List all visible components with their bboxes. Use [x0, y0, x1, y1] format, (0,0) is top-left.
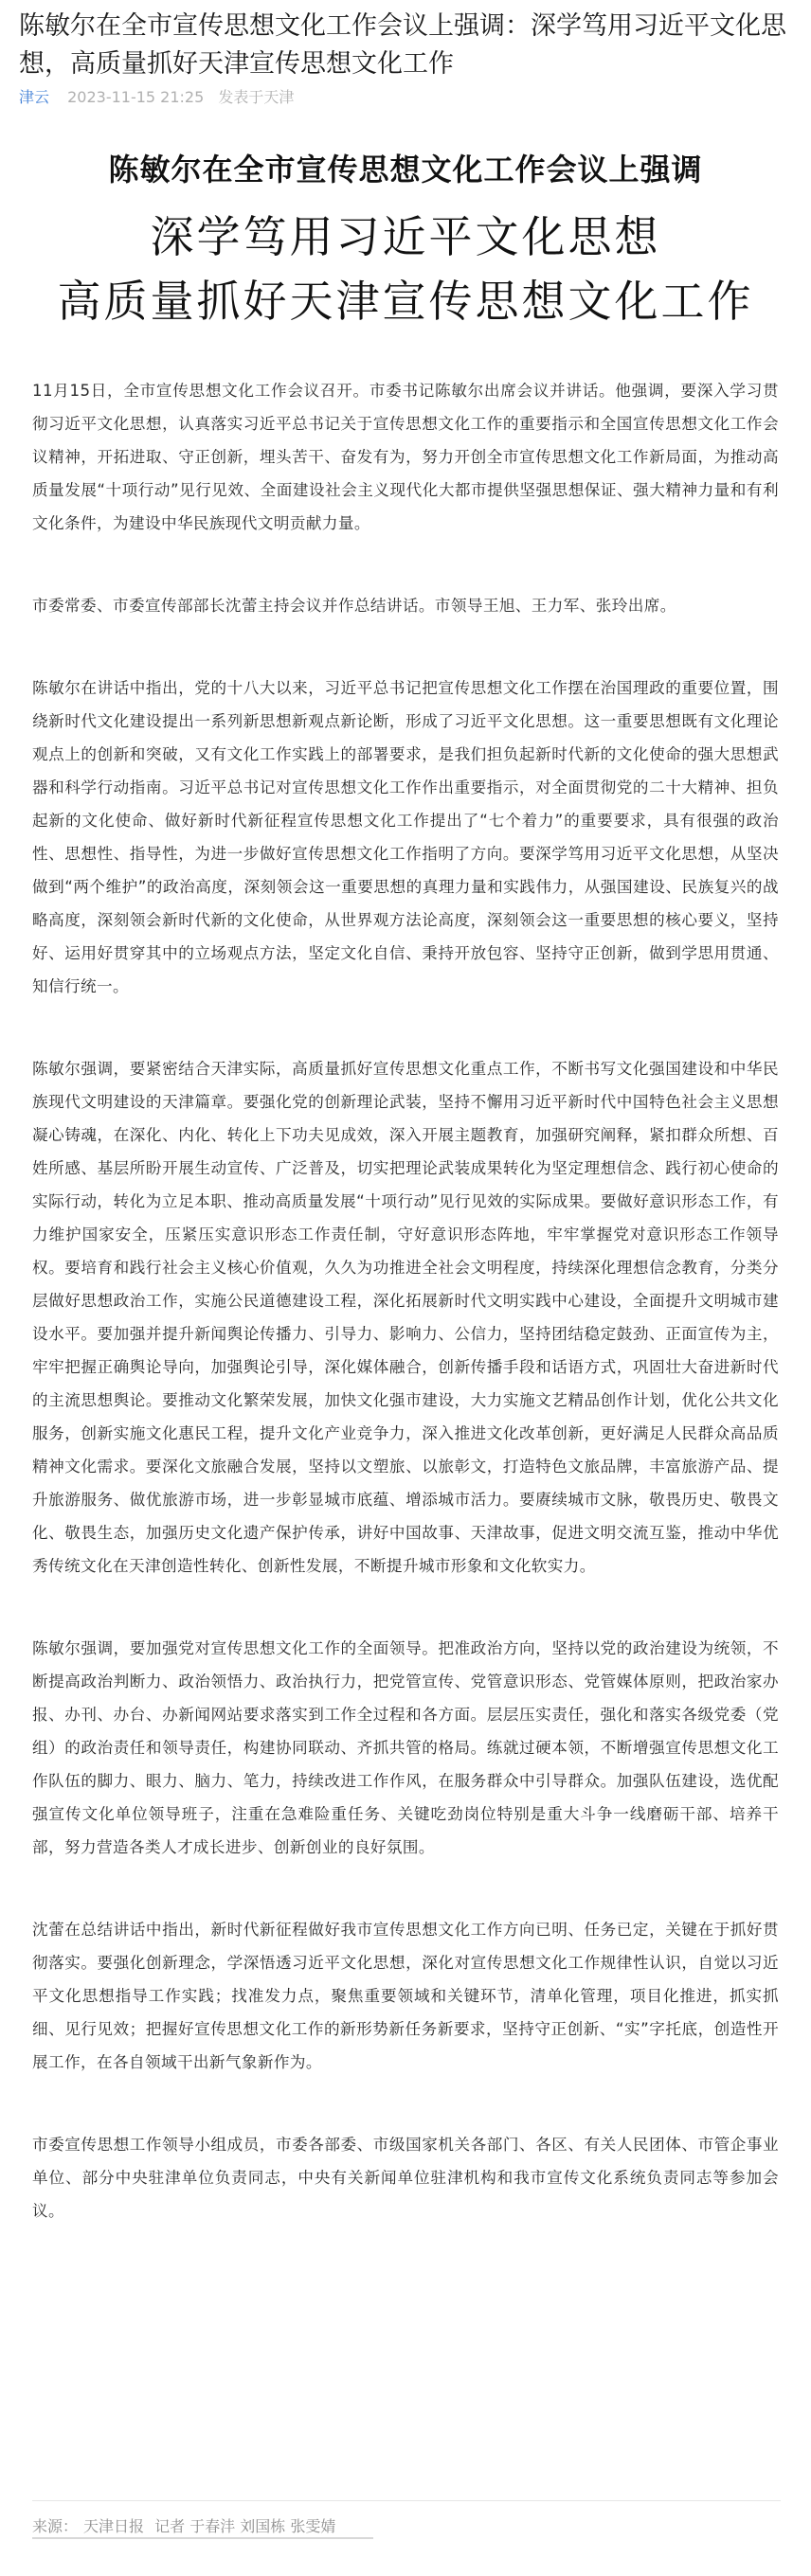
publish-time: 2023-11-15 21:25 — [67, 88, 205, 106]
paragraph: 沈蕾在总结讲话中指出，新时代新征程做好我市宣传思想文化工作方向已明、任务已定，关键在于抓好贯彻落实。要强化创新理念，学深悟透习近平文化思想，深化对宣传思想文化工作规律性认识，自觉以习近平文化思想指导工作实践；找准发力点，聚焦重要领域和关键环节，清单化管理，项目化推进，抓实抓细、见行见效；把握好宣传思想文化工作的新形势新任务新要求，坚持守正创新、“实”字托底，创造性开展工作，在各自领域干出新气象新作为。 — [32, 1921, 779, 2071]
paragraph: 陈敏尔强调，要紧密结合天津实际，高质量抓好宣传思想文化重点工作，不断书写文化强国建设和中华民族现代文明建设的天津篇章。要强化党的创新理论武装，坚持不懈用习近平新时代中国特色社会主义思想凝心铸魂，在深化、内化、转化上下功夫见成效，深入开展主题教育，加强研究阐释，紧扣群众所想、百姓所感、基层所盼开展生动宣传、广泛普及，切实把理论武装成果转化为坚定理想信念、践行初心使命的实际行动，转化为立足本职、推动高质量发展“十项行动”见行见效的实际成果。要做好意识形态工作，有力维护国家安全，压紧压实意识形态工作责任制，守好意识形态阵地，牢牢掌握党对意识形态工作领导权。要培育和践行社会主义核心价值观，久久为功推进全社会文明程度，持续深化理想信念教育，分类分层做好思想政治工作，实施公民道德建设工程，深化拓展新时代文明实践中心建设，全面提升文明城市建设水平。要加强并提升新闻舆论传播力、引导力、影响力、公信力，坚持团结稳定鼓劲、正面宣传为主，牢牢把握正确舆论导向，加强舆论引导，深化媒体融合，创新传播手段和话语方式，巩固壮大奋进新时代的主流思想舆论。要推动文化繁荣发展，加快文化强市建设，大力实施文艺精品创作计划，优化公共文化服务，创新实施文化惠民工程，提升文化产业竞争力，深入推进文化改革创新，更好满足人民群众高品质精神文化需求。要深化文旅融合发展，坚持以文塑旅、以旅彰文，打造特色文旅品牌，丰富旅游产品、提升旅游服务、做优旅游市场，进一步彰显城市底蕴、增添城市活力。要赓续城市文脉，敬畏历史、敬畏文化、敬畏生态，加强历史文化遗产保护传承，讲好中国故事、天津故事，促进文明交流互鉴，推动中华优秀传统文化在天津创造性转化、创新性发展，不断提升城市形象和文化软实力。 — [32, 1060, 779, 1575]
title-banner — [0, 142, 811, 331]
paragraph: 陈敏尔强调，要加强党对宣传思想文化工作的全面领导。把准政治方向，坚持以党的政治建设为统领，不断提高政治判断力、政治领悟力、政治执行力，把党管宣传、党管意识形态、党管媒体原则，把政治家办报、办刊、办台、办新闻网站要求落实到工作全过程和各方面。层层压实责任，强化和落实各级党委（党组）的政治责任和领导责任，构建协同联动、齐抓共管的格局。练就过硬本领，不断增强宣传思想文化工作队伍的脚力、眼力、脑力、笔力，持续改进工作作风，在服务群众中引导群众。加强队伍建设，选优配强宣传文化单位领导班子，注重在急难险重任务、关键吃劲岗位特别是重大斗争一线磨砺干部、培养干部，努力营造各类人才成长进步、创新创业的良好氛围。 — [32, 1639, 779, 1856]
article-body — [32, 374, 779, 2277]
article-footer — [32, 2514, 341, 2536]
publish-location: 发表于天津 — [218, 88, 295, 106]
paragraph: 市委常委、市委宣传部部长沈蕾主持会议并作总结讲话。市领导王旭、王力军、张玲出席。 — [32, 597, 676, 615]
article-headline: 陈敏尔在全市宣传思想文化工作会议上强调：深学笃用习近平文化思想，高质量抓好天津宣传思想文化工作 — [19, 11, 786, 79]
paragraph: 陈敏尔在讲话中指出，党的十八大以来，习近平总书记把宣传思想文化工作摆在治国理政的重要位置，围绕新时代文化建设提出一系列新思想新观点新论断，形成了习近平文化思想。这一重要思想既有文化理论观点上的创新和突破，又有文化工作实践上的部署要求，是我们担负起新时代新的文化使命的强大思想武器和科学行动指南。习近平总书记对宣传思想文化工作作出重要指示，对全面贯彻党的二十大精神、担负起新的文化使命、做好新时代新征程宣传思想文化工作提出了“七个着力”的重要要求，具有很强的政治性、思想性、指导性，为进一步做好宣传思想文化工作指明了方向。要深学笃用习近平文化思想，从坚决做到“两个维护”的政治高度，深刻领会这一重要思想的真理力量和实践伟力，从强国建设、民族复兴的战略高度，深刻领会新时代新的文化使命，从世界观方法论高度，深刻领会这一重要思想的核心要义，坚持好、运用好贯穿其中的立场观点方法，坚定文化自信、秉持开放包容、坚持守正创新，做到学思用贯通、知信行统一。 — [32, 679, 779, 995]
footer-underline — [32, 2537, 373, 2539]
source-link[interactable]: 津云 — [19, 88, 50, 106]
article-meta — [19, 85, 294, 107]
banner-title-line2: 高质量抓好天津宣传思想文化工作 — [57, 276, 754, 327]
paragraph: 11月15日，全市宣传思想文化工作会议召开。市委书记陈敏尔出席会议并讲话。他强调，要深入学习贯彻习近平文化思想，认真落实习近平总书记关于宣传思想文化工作的重要指示和全国宣传思想文化工作会议精神，开拓进取、守正创新，埋头苦干、奋发有为，努力开创全市宣传思想文化工作新局面，为推动高质量发展“十项行动”见行见效、全面建设社会主义现代化大都市提供坚强思想保证、强大精神力量和有利文化条件，为建设中华民族现代文明贡献力量。 — [32, 382, 779, 532]
banner-title-line1: 深学笃用习近平文化思想 — [150, 211, 661, 262]
paragraph: 市委宣传思想工作领导小组成员，市委各部委、市级国家机关各部门、各区、有关人民团体、市管企事业单位、部分中央驻津单位负责同志，中央有关新闻单位驻津机构和我市宣传文化系统负责同志等参加会议。 — [32, 2136, 779, 2220]
footer-label: 来源： — [32, 2517, 79, 2535]
footer-divider — [32, 2500, 781, 2501]
footer-reporters: 记者 于春沣 刘国栋 张雯婧 — [154, 2517, 336, 2535]
footer-source: 天津日报 — [83, 2517, 145, 2535]
banner-kicker: 陈敏尔在全市宣传思想文化工作会议上强调 — [108, 152, 703, 188]
